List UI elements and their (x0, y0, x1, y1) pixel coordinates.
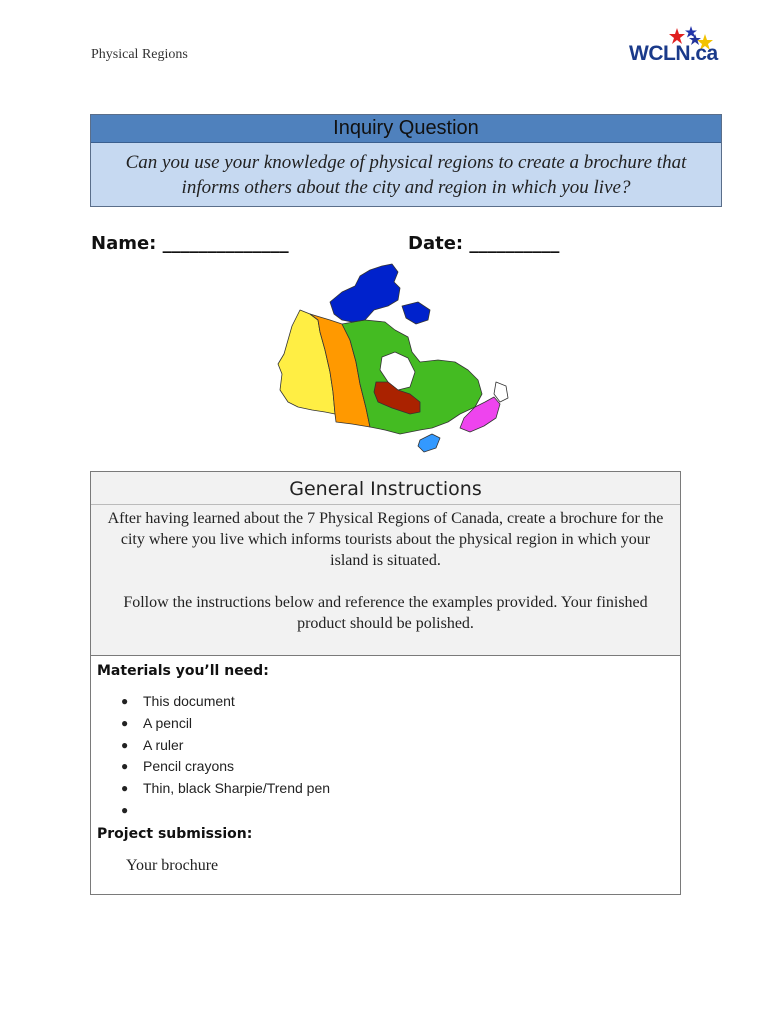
list-item (121, 713, 330, 735)
material-item-text: A ruler (143, 736, 184, 753)
general-instructions-body (91, 505, 680, 658)
inquiry-question-text: Can you use your knowledge of physical regions to create a brochure that informs others about the city and region in which you live? (91, 143, 721, 206)
material-item-text: Thin, black Sharpie/Trend pen (143, 780, 331, 797)
general-instructions-box (90, 471, 681, 659)
material-item-text: This document (143, 693, 235, 709)
list-item (121, 756, 330, 778)
materials-box (90, 655, 681, 822)
list-item (121, 735, 330, 757)
material-item-text: A pencil (143, 714, 193, 731)
date-field[interactable]: Date: __________ (408, 233, 560, 254)
wcln-logo (625, 26, 725, 70)
materials-label: Materials you’ll need: (97, 663, 269, 679)
map-region-st-lawrence (418, 434, 440, 452)
logo-text: WCLN.ca (629, 42, 718, 65)
list-item (121, 691, 330, 713)
general-instructions-heading: General Instructions (91, 472, 680, 505)
map-region-arctic (330, 264, 400, 322)
instructions-paragraph-1: After having learned about the 7 Physical Regions of Canada, create a brochure for the city where you live which informs tourists about the physical region in which your island is situated. (107, 510, 664, 569)
inquiry-heading: Inquiry Question (91, 115, 721, 143)
bullet-icon: ● (121, 737, 129, 752)
materials-list (121, 691, 330, 822)
inquiry-question-box (90, 114, 722, 207)
list-item (121, 778, 330, 800)
material-item-text: Pencil crayons (143, 758, 235, 775)
submission-value: Your brochure (126, 857, 219, 874)
instructions-paragraph-2: Follow the instructions below and reference the examples provided. Your finished product should be polished. (123, 594, 648, 632)
project-submission-box (90, 821, 681, 895)
bullet-icon: ● (121, 759, 129, 774)
bullet-icon: ● (121, 781, 129, 796)
bullet-icon: ● (121, 694, 129, 708)
submission-label: Project submission: (97, 826, 253, 842)
bullet-icon: ● (121, 715, 129, 730)
bullet-icon: ● (121, 802, 129, 817)
name-field[interactable]: Name: ______________ (91, 233, 289, 254)
map-region-arctic-islands (402, 302, 430, 324)
list-item (121, 800, 330, 822)
canada-physical-regions-map (270, 262, 515, 467)
document-header-title: Physical Regions (91, 47, 188, 62)
